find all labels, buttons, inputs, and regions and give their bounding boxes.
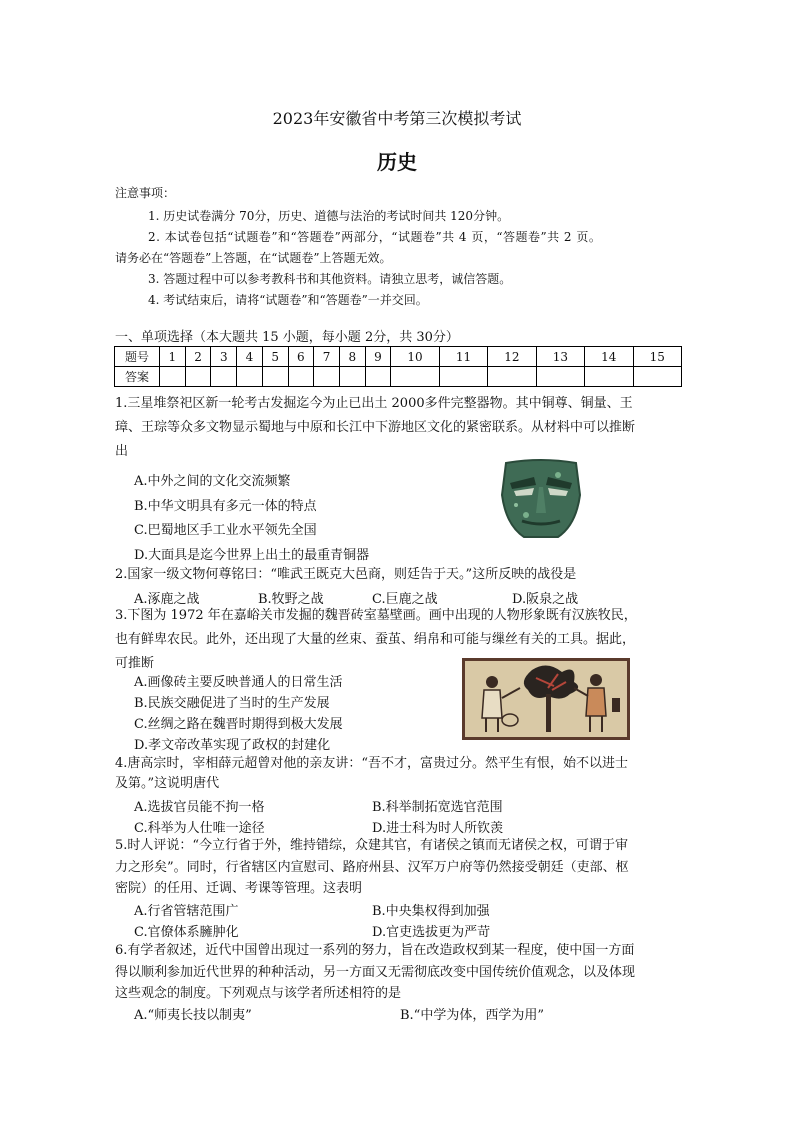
option-a[interactable]: A.涿鹿之战 [134, 592, 200, 607]
table-label: 答案 [115, 367, 160, 387]
table-cell: 3 [211, 347, 237, 367]
question-text: 力之形矣”。同时，行省辖区内宣慰司、路府州县、汉军万户府等仍然接受朝廷（吏部、枢 [115, 860, 629, 875]
option-b[interactable]: B.中央集权得到加强 [372, 904, 490, 919]
question-text: 可推断 [115, 656, 155, 671]
exam-subject: 历史 [377, 150, 417, 174]
answer-cell[interactable] [365, 367, 391, 387]
answer-cell[interactable] [288, 367, 314, 387]
notice-item: 2. 本试卷包括“试题卷”和“答题卷”两部分，“试题卷”共 4 页，“答题卷”共 2 页。 [148, 230, 602, 244]
option-d[interactable]: D.孝文帝改革实现了政权的封建化 [134, 738, 331, 753]
option-c[interactable]: C.巴蜀地区手工业水平领先全国 [134, 523, 317, 538]
answer-cell[interactable] [314, 367, 340, 387]
table-cell: 9 [365, 347, 391, 367]
question-text: 1.三星堆祭祀区新一轮考古发掘迄今为止已出土 2000多件完整器物。其中铜尊、铜量、王 [115, 396, 633, 411]
question-text: 3.下图为 1972 年在嘉峪关市发掘的魏晋砖室墓壁画。画中出现的人物形象既有汉族牧民， [115, 608, 637, 623]
table-cell: 6 [288, 347, 314, 367]
answer-cell[interactable] [262, 367, 288, 387]
answer-cell[interactable] [339, 367, 365, 387]
question-text: 也有鲜卑农民。此外，还出现了大量的丝束、蚕茧、绢帛和可能与缫丝有关的工具。据此， [115, 632, 636, 647]
notice-item: 请务必在“答题卷”上答题，在“试题卷”上答题无效。 [115, 251, 392, 265]
answer-cell[interactable] [160, 367, 186, 387]
answer-cell[interactable] [536, 367, 584, 387]
notice-item: 1. 历史试卷满分 70分，历史、道德与法治的考试时间共 120分钟。 [148, 209, 510, 223]
section-heading: 一、单项选择（本大题共 15 小题，每小题 2分，共 30分） [115, 330, 459, 345]
table-label: 题号 [115, 347, 160, 367]
question-text: 6.有学者叙述，近代中国曾出现过一系列的努力，旨在改造政权到某一程度，使中国一方面 [115, 943, 635, 958]
answer-table-answer-row [115, 367, 682, 387]
question-text: 4.唐高宗时，宰相薛元超曾对他的亲友讲：“吾不才，富贵过分。然平生有恨，始不以进士 [115, 756, 629, 771]
question-text: 及第。”这说明唐代 [115, 776, 220, 791]
option-a[interactable]: A.行省管辖范围广 [134, 904, 239, 919]
question-text: 5.时人评说：“今立行省于外，维持错综，众建其官，有诸侯之镇而无诸侯之权，可谓于审 [115, 838, 629, 853]
question-text: 出 [115, 444, 129, 459]
option-d[interactable]: D.官吏选拔更为严苛 [372, 925, 491, 940]
question-text: 2.国家一级文物何尊铭曰：“唯武王既克大邑商，则廷告于天。”这所反映的战役是 [115, 567, 577, 582]
table-cell: 11 [439, 347, 487, 367]
option-a[interactable]: A.画像砖主要反映普通人的日常生活 [134, 675, 343, 690]
option-d[interactable]: D.进士科为时人所钦羡 [372, 821, 504, 836]
answer-table-header-row [115, 347, 682, 367]
answer-cell[interactable] [488, 367, 536, 387]
option-c[interactable]: C.科举为人仕唯一途径 [134, 821, 265, 836]
answer-cell[interactable] [237, 367, 263, 387]
answer-table [114, 346, 682, 387]
option-a[interactable]: A.选拔官员能不拘一格 [134, 800, 265, 815]
table-cell: 4 [237, 347, 263, 367]
notice-item: 3. 答题过程中可以参考教科书和其他资料。请独立思考，诚信答题。 [148, 272, 512, 286]
option-c[interactable]: C.丝绸之路在魏晋时期得到极大发展 [134, 717, 343, 732]
table-cell: 10 [391, 347, 439, 367]
option-b[interactable]: B.科举制拓宽选官范围 [372, 800, 503, 815]
table-cell: 13 [536, 347, 584, 367]
option-b[interactable]: B.牧野之战 [258, 592, 324, 607]
question-text: 这些观念的制度。下列观点与该学者所述相符的是 [115, 986, 402, 1001]
question-text: 得以顺利参加近代世界的种种活动，另一方面又无需彻底改变中国传统价值观念，以及体现 [115, 965, 636, 980]
notice-heading: 注意事项： [115, 186, 176, 200]
table-cell: 8 [339, 347, 365, 367]
notice-item: 4. 考试结束后，请将“试题卷”和“答题卷”一并交回。 [148, 293, 428, 307]
answer-cell[interactable] [211, 367, 237, 387]
table-cell: 15 [633, 347, 681, 367]
brick-mural-image [462, 658, 630, 740]
option-d[interactable]: D.大面具是迄今世界上出土的最重青铜器 [134, 548, 370, 563]
table-cell: 1 [160, 347, 186, 367]
option-b[interactable]: B.中华文明具有多元一体的特点 [134, 499, 317, 514]
option-a[interactable]: A.“师夷长技以制夷” [134, 1008, 252, 1023]
table-cell: 5 [262, 347, 288, 367]
exam-title: 2023年安徽省中考第三次模拟考试 [272, 109, 522, 128]
answer-cell[interactable] [185, 367, 211, 387]
option-a[interactable]: A.中外之间的文化交流频繁 [134, 474, 291, 489]
table-cell: 14 [585, 347, 633, 367]
answer-cell[interactable] [439, 367, 487, 387]
table-cell: 12 [488, 347, 536, 367]
option-d[interactable]: D.阪泉之战 [512, 592, 579, 607]
option-b[interactable]: B.民族交融促进了当时的生产发展 [134, 696, 330, 711]
table-cell: 7 [314, 347, 340, 367]
answer-cell[interactable] [391, 367, 439, 387]
option-c[interactable]: C.巨鹿之战 [372, 592, 438, 607]
answer-cell[interactable] [585, 367, 633, 387]
option-c[interactable]: C.官僚体系臃肿化 [134, 925, 239, 940]
table-cell: 2 [185, 347, 211, 367]
bronze-mask-image [496, 455, 586, 540]
option-b[interactable]: B.“中学为体，西学为用” [400, 1008, 544, 1023]
question-text: 璋、王琮等众多文物显示蜀地与中原和长江中下游地区文化的紧密联系。从材料中可以推断 [115, 420, 636, 435]
question-text: 密院）的任用、迁调、考课等管理。这表明 [115, 881, 363, 896]
answer-cell[interactable] [633, 367, 681, 387]
